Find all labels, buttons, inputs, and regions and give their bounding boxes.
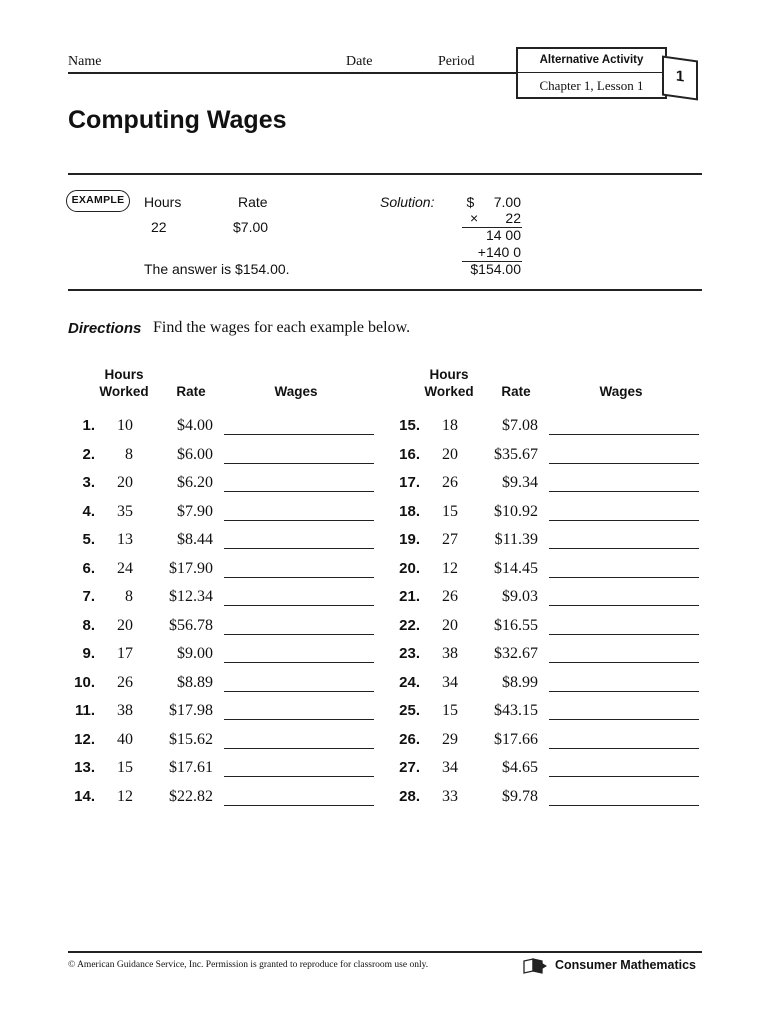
rate-value: $6.20 bbox=[177, 474, 213, 491]
wages-header: Wages bbox=[599, 384, 643, 399]
hours-header-line2: Worked bbox=[424, 384, 474, 399]
wages-answer-blank[interactable] bbox=[224, 520, 374, 521]
problem-row bbox=[392, 729, 702, 753]
problem-number: 20. bbox=[399, 559, 420, 577]
wages-answer-blank[interactable] bbox=[224, 719, 374, 720]
hours-worked-value: 38 bbox=[117, 702, 133, 719]
wages-answer-blank[interactable] bbox=[549, 463, 699, 464]
problem-row bbox=[392, 586, 702, 610]
problem-row bbox=[67, 643, 377, 667]
wages-answer-blank[interactable] bbox=[549, 577, 699, 578]
hours-worked-value: 10 bbox=[117, 417, 133, 434]
hours-worked-value: 12 bbox=[442, 559, 458, 577]
wages-answer-blank[interactable] bbox=[549, 805, 699, 806]
example-badge: EXAMPLE bbox=[66, 190, 130, 212]
problem-number: 21. bbox=[399, 588, 420, 605]
rate-value: $11.39 bbox=[494, 531, 538, 548]
hours-worked-value: 20 bbox=[442, 616, 458, 634]
problem-number: 22. bbox=[399, 616, 420, 634]
rate-value: $17.61 bbox=[169, 759, 213, 776]
problem-number: 8. bbox=[82, 616, 95, 634]
hours-worked-value: 26 bbox=[117, 673, 133, 691]
hours-worked-header bbox=[419, 366, 479, 400]
hours-worked-value: 38 bbox=[442, 645, 458, 662]
solution-line-4: +140 0 bbox=[477, 244, 521, 260]
wages-answer-blank[interactable] bbox=[549, 520, 699, 521]
rate-value: $4.00 bbox=[177, 417, 213, 434]
problem-row bbox=[67, 586, 377, 610]
rate-value: $56.78 bbox=[169, 616, 213, 634]
wages-answer-blank[interactable] bbox=[224, 434, 374, 435]
problem-row bbox=[67, 444, 377, 468]
hours-worked-value: 20 bbox=[117, 616, 133, 634]
hours-header-line1: Hours bbox=[104, 367, 144, 382]
problem-row bbox=[67, 472, 377, 496]
hours-worked-value: 27 bbox=[442, 531, 458, 548]
problem-row bbox=[67, 700, 377, 724]
hours-worked-value: 33 bbox=[442, 787, 458, 805]
wages-answer-blank[interactable] bbox=[549, 691, 699, 692]
problem-row bbox=[392, 757, 702, 781]
header-rule bbox=[68, 72, 516, 74]
problem-row bbox=[67, 415, 377, 439]
problem-row bbox=[392, 472, 702, 496]
rate-value: $15.62 bbox=[169, 730, 213, 748]
problem-number: 15. bbox=[399, 417, 420, 434]
hours-worked-header bbox=[94, 366, 154, 400]
hours-worked-value: 20 bbox=[442, 445, 458, 463]
wages-answer-blank[interactable] bbox=[224, 805, 374, 806]
example-hours-value: 22 bbox=[151, 219, 167, 235]
solution-line-5: $154.00 bbox=[470, 261, 521, 277]
rate-value: $16.55 bbox=[494, 616, 538, 634]
problem-number: 24. bbox=[399, 673, 420, 691]
hours-worked-value: 8 bbox=[125, 588, 133, 605]
example-hours-label: Hours bbox=[144, 194, 182, 210]
problem-number: 27. bbox=[399, 759, 420, 776]
solution-label: Solution: bbox=[380, 194, 435, 210]
wages-answer-blank[interactable] bbox=[224, 605, 374, 606]
problem-number: 3. bbox=[82, 474, 95, 491]
wages-answer-blank[interactable] bbox=[224, 491, 374, 492]
rate-value: $43.15 bbox=[494, 702, 538, 719]
hours-worked-value: 15 bbox=[117, 759, 133, 776]
date-label: Date bbox=[346, 54, 373, 69]
wages-answer-blank[interactable] bbox=[549, 491, 699, 492]
hours-worked-value: 40 bbox=[117, 730, 133, 748]
hours-header-line1: Hours bbox=[429, 367, 469, 382]
solution-line-3: 14 00 bbox=[485, 227, 521, 243]
wages-answer-blank[interactable] bbox=[224, 548, 374, 549]
problem-number: 16. bbox=[399, 445, 420, 463]
rate-value: $9.78 bbox=[502, 787, 538, 805]
hours-worked-value: 29 bbox=[442, 730, 458, 748]
hours-worked-value: 34 bbox=[442, 759, 458, 776]
problem-row bbox=[392, 529, 702, 553]
example-answer: The answer is $154.00. bbox=[144, 261, 290, 277]
problem-number: 28. bbox=[399, 787, 420, 805]
problem-row bbox=[392, 558, 702, 582]
hours-worked-value: 13 bbox=[117, 531, 133, 548]
problem-number: 14. bbox=[74, 787, 95, 805]
rate-value: $8.89 bbox=[177, 673, 213, 691]
name-label: Name bbox=[68, 54, 102, 69]
copyright-notice: © American Guidance Service, Inc. Permission is granted to reproduce for classroom use only. bbox=[68, 960, 429, 970]
hours-worked-value: 15 bbox=[442, 502, 458, 520]
problem-row bbox=[392, 672, 702, 696]
wages-answer-blank[interactable] bbox=[224, 748, 374, 749]
problem-number: 10. bbox=[74, 673, 95, 691]
problem-number: 25. bbox=[399, 702, 420, 719]
hours-worked-value: 34 bbox=[442, 673, 458, 691]
wages-header: Wages bbox=[274, 384, 318, 399]
rate-value: $8.99 bbox=[502, 673, 538, 691]
wages-answer-blank[interactable] bbox=[549, 719, 699, 720]
solution-line-1: $ 7.00 bbox=[466, 194, 521, 210]
footer-rule bbox=[68, 951, 702, 953]
rate-value: $17.98 bbox=[169, 702, 213, 719]
chapter-lesson: Chapter 1, Lesson 1 bbox=[539, 78, 644, 93]
hours-worked-value: 18 bbox=[442, 417, 458, 434]
hours-worked-value: 26 bbox=[442, 588, 458, 605]
problem-row bbox=[67, 529, 377, 553]
rate-value: $17.66 bbox=[494, 730, 538, 748]
book-icon bbox=[522, 958, 548, 974]
problem-number: 17. bbox=[399, 474, 420, 491]
problem-row bbox=[392, 615, 702, 639]
problem-row bbox=[67, 786, 377, 810]
rate-value: $12.34 bbox=[169, 588, 213, 605]
rate-value: $9.00 bbox=[177, 645, 213, 662]
wages-answer-blank[interactable] bbox=[549, 434, 699, 435]
rate-header: Rate bbox=[501, 384, 531, 399]
rate-value: $35.67 bbox=[494, 445, 538, 463]
rate-value: $6.00 bbox=[177, 445, 213, 463]
wages-answer-blank[interactable] bbox=[224, 691, 374, 692]
rate-value: $9.34 bbox=[502, 474, 538, 491]
problem-number: 9. bbox=[82, 645, 95, 662]
directions-text: Find the wages for each example below. bbox=[153, 319, 411, 336]
wages-answer-blank[interactable] bbox=[549, 634, 699, 635]
wages-answer-blank[interactable] bbox=[549, 662, 699, 663]
wages-answer-blank[interactable] bbox=[224, 463, 374, 464]
rate-value: $4.65 bbox=[502, 759, 538, 776]
problem-number: 2. bbox=[82, 445, 95, 463]
problem-number: 5. bbox=[82, 531, 95, 548]
problem-number: 18. bbox=[399, 502, 420, 520]
example-rate-label: Rate bbox=[238, 194, 268, 210]
problem-number: 6. bbox=[82, 559, 95, 577]
wages-answer-blank[interactable] bbox=[224, 634, 374, 635]
problem-row bbox=[392, 415, 702, 439]
problem-number: 26. bbox=[399, 730, 420, 748]
problem-row bbox=[67, 501, 377, 525]
wages-answer-blank[interactable] bbox=[549, 548, 699, 549]
period-label: Period bbox=[438, 54, 475, 69]
problem-row bbox=[67, 615, 377, 639]
rate-value: $9.03 bbox=[502, 588, 538, 605]
problem-number: 19. bbox=[399, 531, 420, 548]
hours-worked-value: 20 bbox=[117, 474, 133, 491]
problem-row bbox=[392, 786, 702, 810]
problem-row bbox=[392, 444, 702, 468]
example-rule bbox=[68, 289, 702, 291]
problem-number: 11. bbox=[74, 702, 95, 719]
book-title: Consumer Mathematics bbox=[555, 958, 697, 972]
problem-number: 4. bbox=[82, 502, 95, 520]
rate-value: $17.90 bbox=[169, 559, 213, 577]
rate-value: $8.44 bbox=[177, 531, 213, 548]
problem-row bbox=[392, 700, 702, 724]
wages-answer-blank[interactable] bbox=[224, 776, 374, 777]
rate-value: $14.45 bbox=[494, 559, 538, 577]
hours-worked-value: 26 bbox=[442, 474, 458, 491]
wages-answer-blank[interactable] bbox=[549, 776, 699, 777]
problem-row bbox=[67, 558, 377, 582]
problem-number: 12. bbox=[74, 730, 95, 748]
problem-row bbox=[392, 643, 702, 667]
rate-value: $7.08 bbox=[502, 417, 538, 434]
example-rate-value: $7.00 bbox=[233, 219, 269, 235]
directions-label: Directions bbox=[68, 320, 142, 337]
problem-row bbox=[67, 757, 377, 781]
rate-value: $7.90 bbox=[177, 502, 213, 520]
hours-worked-value: 24 bbox=[117, 559, 133, 577]
hours-worked-value: 15 bbox=[442, 702, 458, 719]
problem-number: 1. bbox=[82, 417, 95, 434]
rate-value: $10.92 bbox=[494, 502, 538, 520]
hours-worked-value: 8 bbox=[125, 445, 133, 463]
problem-number: 13. bbox=[74, 759, 95, 776]
problem-row bbox=[392, 501, 702, 525]
hours-worked-value: 17 bbox=[117, 645, 133, 662]
rate-value: $22.82 bbox=[169, 787, 213, 805]
wages-answer-blank[interactable] bbox=[549, 605, 699, 606]
wages-answer-blank[interactable] bbox=[224, 662, 374, 663]
problem-row bbox=[67, 729, 377, 753]
wages-answer-blank[interactable] bbox=[224, 577, 374, 578]
activity-tab bbox=[516, 47, 667, 99]
title-rule bbox=[68, 173, 702, 175]
problem-number: 7. bbox=[82, 588, 95, 605]
rate-header: Rate bbox=[176, 384, 206, 399]
activity-number: 1 bbox=[662, 55, 698, 100]
activity-type: Alternative Activity bbox=[518, 49, 665, 73]
hours-header-line2: Worked bbox=[99, 384, 149, 399]
rate-value: $32.67 bbox=[494, 645, 538, 662]
problem-row bbox=[67, 672, 377, 696]
page-title: Computing Wages bbox=[68, 106, 287, 134]
solution-line-2: × 22 bbox=[470, 210, 521, 226]
hours-worked-value: 35 bbox=[117, 502, 133, 520]
problem-number: 23. bbox=[399, 645, 420, 662]
wages-answer-blank[interactable] bbox=[549, 748, 699, 749]
hours-worked-value: 12 bbox=[117, 787, 133, 805]
